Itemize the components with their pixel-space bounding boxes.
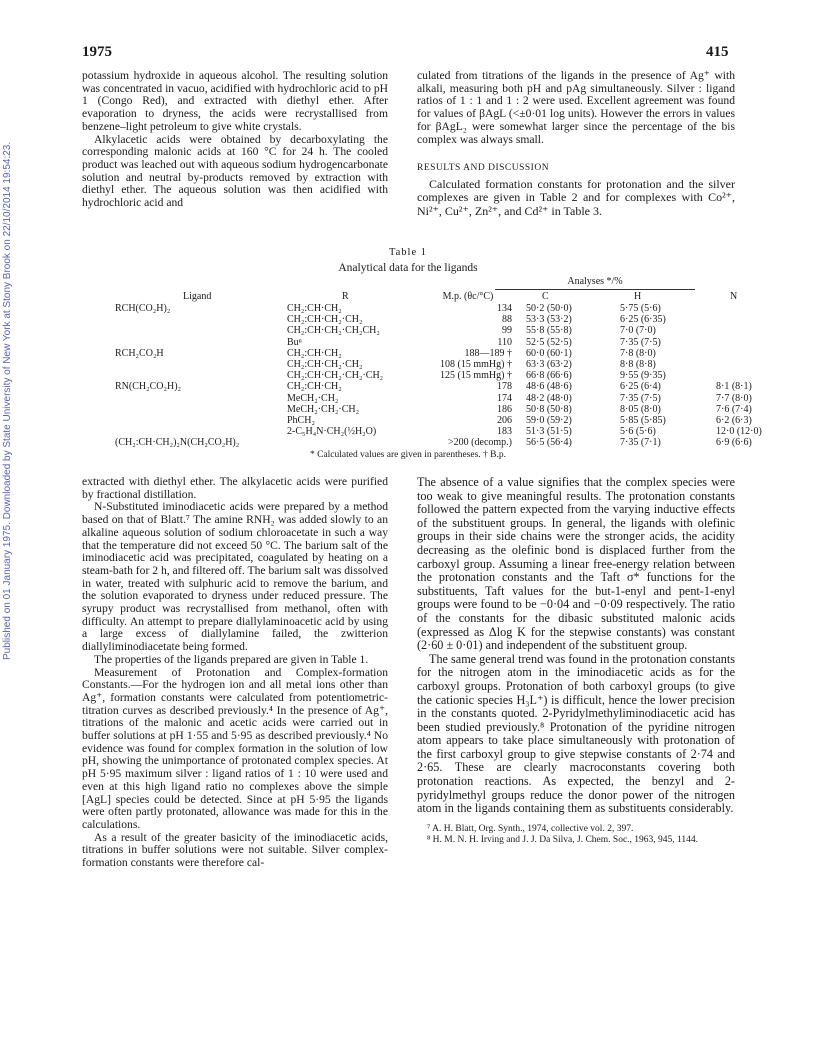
cell-c: 66·8 (66·6)	[526, 370, 572, 382]
cell-ligand	[115, 337, 287, 348]
cell-mp: 183	[497, 426, 512, 438]
cell-mp: 186	[497, 403, 512, 415]
cell-c: 63·3 (63·2)	[526, 359, 572, 371]
cell-r: MeCH₂·CH₂	[287, 392, 339, 404]
col-header-ligand: Ligand	[183, 291, 212, 302]
paragraph: extracted with diethyl ether. The alkylacetic acids were purified by fractional distillation.	[82, 475, 388, 501]
table-row	[115, 337, 786, 348]
cell-ligand	[115, 415, 287, 426]
cell-c: 59·0 (59·2)	[526, 415, 572, 427]
cell-n	[716, 359, 786, 370]
col-header-h: H	[634, 291, 642, 302]
table-row	[115, 404, 786, 415]
table-row	[115, 426, 786, 437]
cell-n	[716, 325, 786, 336]
table-header-row	[115, 291, 786, 303]
analyses-header	[495, 276, 695, 287]
cell-c: 53·3 (53·2)	[526, 314, 572, 326]
paragraph: The absence of a value signifies that the complex species were too weak to give meaningful results. The protonation constants followed the pattern expected from the varying inductive effects of the substituent groups. In general, the ligands with olefinic groups in their side chains were the stronger acids, the acidity decreasing as the olefinic bond is displaced further from the carboxyl group. Assuming a linear free-energy relation between the protonation constants and the Taft σ* functions for the substituents, Taft values for the but-1-enyl and pent-1-enyl groups were found to be −0·04 and −0·09 respectively. The ratio of the constants for the dibasic substituted malonic acids (expressed as Δlog K for the stepwise constants) was constant (2·60 ± 0·01) and independent of the substituent group.	[417, 475, 735, 653]
col-header-r: R	[342, 291, 349, 302]
cell-n	[716, 303, 786, 314]
cell-n: 6·2 (6·3)	[716, 415, 752, 427]
cell-h: 6·25 (6·35)	[620, 314, 666, 326]
cell-c: 60·0 (60·1)	[526, 347, 572, 359]
bottom-right-column	[417, 476, 735, 847]
table-footnote: * Calculated values are given in parentheses. † B.p.	[309, 450, 506, 460]
cell-h: 7·8 (8·0)	[620, 347, 656, 359]
cell-r: MeCH₂·CH₂·CH₂	[287, 403, 360, 415]
cell-n	[716, 370, 786, 381]
col-header-n: N	[730, 291, 738, 302]
cell-n: 7·6 (7·4)	[716, 403, 752, 415]
cell-c: 55·8 (55·8)	[526, 325, 572, 337]
table-row	[115, 393, 786, 404]
paragraph: Calculated formation constants for protonation and the silver complexes are given in Table 2 and for complexes with Co²⁺, Ni²⁺, Cu²⁺, Zn²⁺, and Cd²⁺ in Table 3.	[417, 176, 735, 218]
cell-h: 5·75 (5·6)	[620, 303, 661, 314]
cell-r: CH₂:CH·CH₂·CH₂·CH₂	[287, 370, 384, 382]
cell-r: PhCH₂	[287, 415, 315, 427]
cell-h: 7·35 (7·5)	[620, 392, 661, 404]
paragraph: N-Substituted iminodiacetic acids were prepared by a method based on that of Blatt.⁷ The amine RNH₂ was added slowly to an alkaline aqueous solution of sodium chloroacetate in such a way that the temperature did not exceed 50 °C. The barium salt of the iminodiacetic acid was precipitated, coagulated by heating on a steam-bath for 2 h, and filtered off. The barium salt was dissolved in water, treated with sulphuric acid to remove the barium, and the solution evaporated to dryness under reduced pressure. The syrupy product was recrystallised from methanol, often with difficulty. An attempt to prepare diallylaminoacetic acid by using a large excess of diallylamine failed, the zwitterion diallyliminodiacetate being formed.	[82, 500, 388, 654]
cell-r: CH₂:CH·CH₂·CH₂	[287, 359, 363, 371]
cell-ligand	[115, 393, 287, 404]
cell-c: 52·5 (52·5)	[526, 336, 572, 348]
cell-n	[716, 348, 786, 359]
cell-ligand	[115, 325, 287, 336]
cell-mp: >200 (decomp.)	[448, 437, 512, 449]
cell-h: 9·55 (9·35)	[620, 370, 666, 382]
table-row	[115, 415, 786, 426]
table-row	[115, 348, 786, 359]
cell-mp: 99	[502, 325, 512, 337]
cell-h: 8·8 (8·8)	[620, 359, 656, 371]
section-heading: RESULTS AND DISCUSSION	[417, 163, 550, 174]
table-row	[115, 314, 786, 325]
cell-r: 2-C₅H₄N·CH₂(½H₂O)	[287, 426, 377, 438]
table-body	[115, 303, 786, 449]
cell-ligand	[115, 359, 287, 370]
analyses-rule	[495, 289, 695, 290]
paragraph: As a result of the greater basicity of the iminodiacetic acids, titrations in buffer solutions were not suitable. Silver complex-formation constants were therefore cal-	[82, 830, 388, 870]
cell-r: CH₂:CH·CH₂	[287, 347, 342, 359]
cell-mp: 174	[497, 392, 512, 404]
cell-n: 6·9 (6·6)	[716, 437, 752, 449]
cell-r: CH₂:CH·CH₂·CH₂CH₂	[287, 325, 380, 337]
cell-ligand: RCH(CO₂H)₂	[115, 303, 171, 314]
cell-h: 5·6 (5·6)	[620, 426, 656, 438]
cell-r: CH₂:CH·CH₂·CH₂	[287, 314, 363, 326]
cell-c: 48·2 (48·0)	[526, 392, 572, 404]
reference-7: ⁷ A. H. Blatt, Org. Synth., 1974, collective vol. 2, 397.	[427, 823, 634, 834]
paragraph: potassium hydroxide in aqueous alcohol. The resulting solution was concentrated in vacuo, acidified with hydrochloric acid to pH 1 (Congo Red), and extracted with diethyl ether. After evaporation to dryness, the acids were recrystallised from benzene–light petroleum to give white crystals.	[82, 69, 388, 133]
cell-ligand	[115, 404, 287, 415]
paragraph: Alkylacetic acids were obtained by decarboxylating the corresponding malonic acids at 160 °C for 24 h. The cooled product was leached out with aqueous sodium hydrogencarbonate solution and neutral by-products removed by extraction with diethyl ether. The aqueous solution was then acidified with hydrochloric acid and	[82, 132, 388, 210]
reference-8: ⁸ H. M. N. H. Irving and J. J. Da Silva, J. Chem. Soc., 1963, 945, 1144.	[427, 835, 699, 846]
cell-r: CH₂:CH·CH₂	[287, 381, 342, 393]
table-row	[115, 437, 786, 448]
cell-n: 7·7 (8·0)	[716, 392, 752, 404]
cell-mp: 188—189 †	[464, 347, 512, 359]
analytical-data-table	[115, 291, 786, 449]
table-caption: Analytical data for the ligands	[338, 262, 478, 274]
cell-mp: 178	[497, 381, 512, 393]
cell-n: 12·0 (12·0)	[716, 426, 762, 438]
table-row	[115, 381, 786, 392]
cell-h: 7·35 (7·1)	[620, 437, 661, 449]
col-header-c: C	[542, 291, 549, 302]
top-right-column	[417, 70, 735, 218]
cell-n	[716, 314, 786, 325]
cell-ligand: (CH₂:CH·CH₂)₂N(CH₂CO₂H)₂	[115, 437, 240, 449]
cell-ligand	[115, 370, 287, 381]
cell-h: 5·85 (5·85)	[620, 415, 666, 427]
table-row	[115, 325, 786, 336]
paragraph: The same general trend was found in the protonation constants for the nitrogen atom in the iminodiacetic acids as for the carboxyl groups. Protonation of both carboxyl groups (to give the cationic species H₃L⁺) is difficult, hence the lower precision in the constants quoted. 2-Pyridylmethyliminodiacetic acid has been studied previously.⁸ Protonation of the pyridine nitrogen atom appears to take place simultaneously with protonation of the first carboxyl group to give stepwise constants of 2·74 and 2·65. These are clearly macroconstants covering both protonation reactions. As expected, the benzyl and 2-pyridylmethyl groups reduce the donor power of the nitrogen atom in the ligands containing them as substituents considerably.	[417, 651, 735, 816]
cell-c: 56·5 (56·4)	[526, 437, 572, 449]
paragraph: Measurement of Protonation and Complex-formation Constants.—For the hydrogen ion and all metal ions other than Ag⁺, formation constants were calculated from potentiometric-titration curves as described previously.⁴ In the presence of Ag⁺, titrations of the malonic and acetic acids were carried out in buffer solutions at pH 1·55 and 5·95 as described previously.⁴ No evidence was found for complex formation in the solution of low pH, showing the unimportance of protonated complex species. At pH 5·95 maximum silver : ligand ratios of 1 : 10 were used and even at this high ligand ratio no complexes above the simple [AgL] species could be detected. Since at pH 5·95 the ligands were often partly protonated, allowance was made for this in the calculations.	[82, 665, 388, 831]
cell-ligand	[115, 314, 287, 325]
table-row	[115, 359, 786, 370]
cell-c: 51·3 (51·5)	[526, 426, 572, 438]
cell-mp: 125 (15 mmHg) †	[440, 370, 512, 382]
bottom-left-column	[82, 476, 388, 870]
cell-h: 7·0 (7·0)	[620, 325, 656, 337]
page-number: 415	[706, 44, 729, 60]
cell-h: 8·05 (8·0)	[620, 403, 661, 415]
cell-ligand	[115, 426, 287, 437]
table-row	[115, 370, 786, 381]
cell-ligand: RCH₂CO₂H	[115, 347, 164, 359]
col-header-mp: M.p. (θc/°C)	[442, 291, 494, 302]
cell-r	[287, 437, 412, 448]
table-label: Table 1	[388, 247, 428, 258]
cell-r: CH₂:CH·CH₂	[287, 303, 342, 314]
cell-mp: 88	[502, 314, 512, 326]
references	[417, 824, 735, 847]
year-header: 1975	[82, 44, 112, 60]
analyses-label: Analyses */%	[567, 276, 623, 287]
cell-mp: 134	[497, 303, 512, 314]
cell-r: Buⁿ	[287, 336, 302, 348]
cell-c: 50·2 (50·0)	[526, 303, 572, 314]
cell-ligand: RN(CH₂CO₂H)₂	[115, 381, 182, 393]
cell-mp: 110	[497, 336, 512, 348]
cell-n: 8·1 (8·1)	[716, 381, 752, 393]
paragraph: The properties of the ligands prepared are given in Table 1.	[94, 652, 369, 666]
cell-h: 7·35 (7·5)	[620, 336, 661, 348]
cell-mp: 206	[497, 415, 512, 427]
top-left-column	[82, 70, 388, 210]
paragraph: culated from titrations of the ligands in the presence of Ag⁺ with alkali, measuring both pH and pAg simultaneously. Silver : ligand ratios of 1 : 1 and 1 : 2 were used. Excellent agreement was found for values of βAgL (<±0·01 log units). However the errors in values for βAgL₂ were somewhat larger since the percentage of the bis complex was always small.	[417, 69, 735, 146]
cell-mp: 108 (15 mmHg) †	[440, 359, 512, 371]
cell-c: 50·8 (50·8)	[526, 403, 572, 415]
sidebar-text: Published on 01 January 1975. Downloaded by State University of New York at Stony Brook on 22/10/2014 19:54:23.	[2, 141, 13, 660]
table-row	[115, 303, 786, 314]
cell-h: 6·25 (6·4)	[620, 381, 661, 393]
cell-n	[716, 337, 786, 348]
cell-c: 48·6 (48·6)	[526, 381, 572, 393]
publication-sidebar	[2, 141, 13, 661]
